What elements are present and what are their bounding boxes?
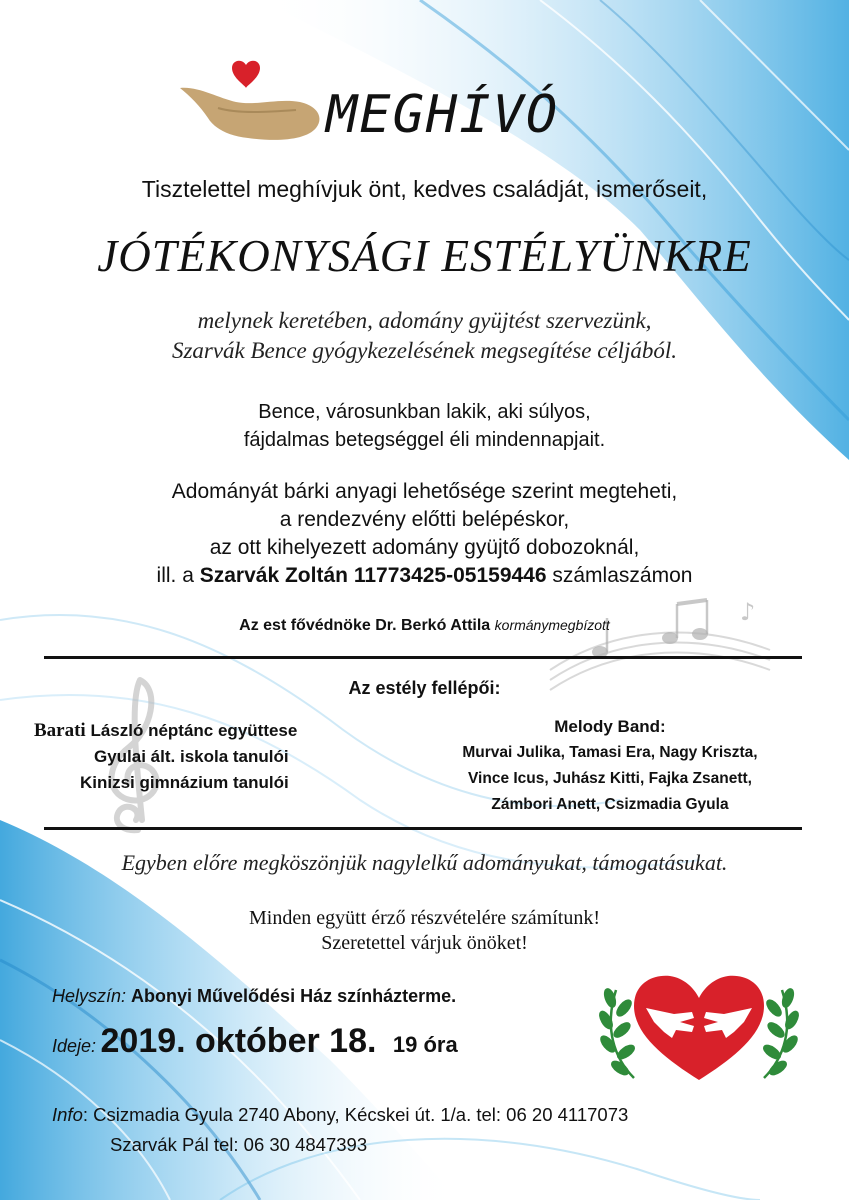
donation-suffix: számlaszámon: [552, 564, 693, 587]
performer-left-3: Kinizsi gimnázium tanulói: [80, 773, 289, 792]
date-line: [52, 1022, 458, 1061]
donation-line-2: a rendezvény előtti belépéskor,: [279, 508, 570, 531]
closing-line-1: Minden együtt érző részvételére számítunk!: [249, 907, 600, 929]
donation-text: [0, 478, 849, 590]
about-line-1: Bence, városunkban lakik, aki súlyos,: [258, 401, 591, 423]
performer-left-2: Gyulai ált. iskola tanulói: [94, 747, 289, 766]
performers-heading: Az estély fellépői:: [348, 678, 501, 698]
patron-prefix: Az est fővédnöke: [239, 617, 371, 634]
divider-top: [44, 656, 802, 659]
donation-line-1: Adományát bárki anyagi lehetősége szerint megteheti,: [171, 480, 678, 503]
heart-hand-icon: [178, 58, 328, 148]
invite-line: Tisztelettel meghívjuk önt, kedves családját, ismerőseit,: [141, 176, 708, 202]
page-title: MEGHÍVÓ: [326, 85, 560, 145]
info-block: [52, 1100, 628, 1160]
patron-line: [0, 617, 849, 635]
performer-left-1-first: Barati: [34, 720, 86, 741]
purpose-text: [0, 306, 849, 366]
donation-prefix: ill. a: [156, 564, 194, 587]
venue-label: Helyszín:: [52, 986, 127, 1006]
patron-role: kormánymegbízott: [494, 617, 610, 633]
band-members: [400, 740, 820, 818]
account-holder: Szarvák Zoltán: [199, 564, 348, 587]
band-members-line-3: Zámbori Anett, Csizmadia Gyula: [491, 796, 729, 813]
donation-line-4: [0, 562, 849, 590]
info-line-1: [52, 1100, 628, 1130]
purpose-line-1: melynek keretében, adomány gyüjtést szervezünk,: [197, 308, 652, 333]
closing-line-2: Szeretettel várjuk önöket!: [321, 932, 528, 954]
time-value: 19 óra: [392, 1032, 458, 1057]
date-value: 2019. október 18.: [100, 1022, 377, 1060]
info-contact-1: : Csizmadia Gyula 2740 Abony, Kécskei út. 1/a. tel: 06 20 4117073: [82, 1104, 629, 1125]
venue-line: [52, 986, 456, 1007]
thanks-line: Egyben előre megköszönjük nagylelkű adományukat, támogatásukat.: [121, 850, 728, 875]
account-number: 11773425-05159446: [353, 564, 547, 587]
band-members-line-1: Murvai Julika, Tamasi Era, Nagy Kriszta,: [462, 744, 758, 761]
svg-text:♪: ♪: [740, 598, 756, 626]
closing-text: [0, 906, 849, 956]
about-line-2: fájdalmas betegséggel éli mindennapjait.: [243, 429, 606, 451]
performer-left-1: [34, 718, 394, 744]
purpose-line-2: Szarvák Bence gyógykezelésének megsegítése céljából.: [171, 338, 678, 363]
heart-hands-laurel-icon: [594, 968, 804, 1088]
date-label: Ideje:: [52, 1036, 97, 1056]
performers-left: [34, 718, 394, 796]
performer-left-1-rest: László néptánc együttese: [90, 721, 298, 740]
divider-bottom: [44, 827, 802, 830]
info-contact-2: Szarvák Pál tel: 06 30 4847393: [110, 1134, 368, 1155]
event-name: JÓTÉKONYSÁGI ESTÉLYÜNKRE: [97, 231, 752, 281]
about-text: [0, 398, 849, 454]
performers-right: [400, 716, 820, 818]
donation-line-3: az ott kihelyezett adomány gyüjtő dobozoknál,: [209, 536, 640, 559]
band-name: Melody Band:: [554, 717, 666, 736]
band-members-line-2: Vince Icus, Juhász Kitti, Fajka Zsanett,: [468, 770, 752, 787]
venue-value: Abonyi Művelődési Ház színházterme.: [131, 986, 457, 1006]
info-label: Info: [52, 1104, 83, 1125]
patron-name: Dr. Berkó Attila: [375, 617, 491, 634]
